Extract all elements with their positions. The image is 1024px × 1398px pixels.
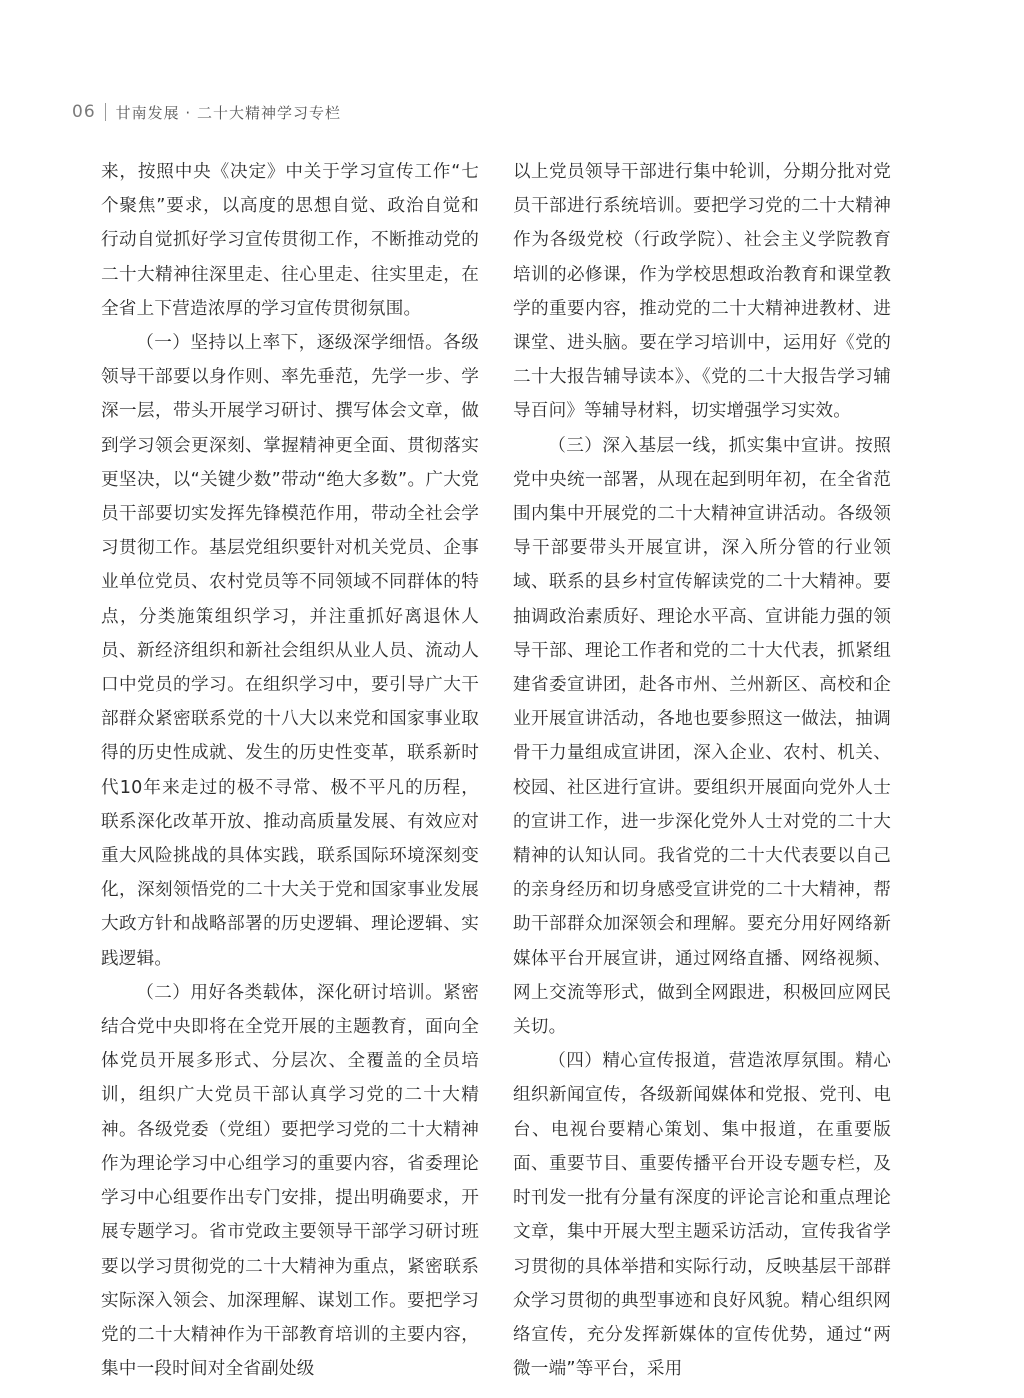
- left-column: [101, 155, 479, 1386]
- paragraph-section-1: [101, 326, 479, 976]
- paragraph-section-4: [513, 1044, 891, 1386]
- running-header: [72, 98, 341, 126]
- paragraph-text: 紧密结合党中央即将在全党开展的主题教育，面向全体党员开展多形式、分层次、全覆盖的全员培训，组织广大党员干部认真学习党的二十大精神。各级党委（党组）要把学习党的二十大精神作为理论学习中心组学习的重要内容，省委理论学习中心组要作出专门安排，提出明确要求，开展专题学习。省市党政主要领导干部学习研讨班要以学习贯彻党的二十大精神为重点，紧密联系实际深入领会、加深理解、谋划工作。要把学习党的二十大精神作为干部教育培训的主要内容，集中一段时间对全省副处级: [101, 982, 479, 1380]
- paragraph-text: 来，按照中央《决定》中关于学习宣传工作“七个聚焦”要求，以高度的思想自觉、政治自觉和行动自觉抓好学习宣传贯彻工作，不断推动党的二十大精神往深里走、往心里走、往实里走，在全省上下营造浓厚的学习宣传贯彻氛围。: [101, 162, 479, 319]
- section-heading: （四）精心宣传报道，营造浓厚氛围。: [548, 1051, 856, 1072]
- paragraph-text: 各级领导干部要以身作则、率先垂范，先学一步、学深一层，带头开展学习研讨、撰写体会文章，做到学习领会更深刻、掌握精神更全面、贯彻落实更坚决，以“关键少数”带动“绝大多数”。广大党员干部要切实发挥先锋模范作用，带动全社会学习贯彻工作。基层党组织要针对机关党员、企事业单位党员、农村党员等不同领域不同群体的特点，分类施策组织学习，并注重抓好离退休人员、新经济组织和新社会组织从业人员、流动人口中党员的学习。在组织学习中，要引导广大干部群众紧密联系党的十八大以来党和国家事业取得的历史性成就、发生的历史性变革，联系新时代10年来走过的极不寻常、极不平凡的历程，联系深化改革开放、推动高质量发展、有效应对重大风险挑战的具体实践，联系国际环境深刻变化，深刻领悟党的二十大关于党和国家事业发展大政方针和战略部署的历史逻辑、理论逻辑、实践逻辑。: [101, 333, 479, 969]
- right-column: [513, 155, 891, 1386]
- header-divider: [105, 103, 106, 121]
- section-heading: （一）坚持以上率下，逐级深学细悟。: [136, 333, 444, 354]
- paragraph-section-3: [513, 429, 891, 1045]
- column-title: 甘南发展 · 二十大精神学习专栏: [115, 103, 341, 122]
- paragraph-section-2: [101, 976, 479, 1386]
- paragraph-text: 按照党中央统一部署，从现在起到明年初，在全省范围内集中开展党的二十大精神宣讲活动。各级领导干部要带头开展宣讲，深入所分管的行业领域、联系的县乡村宣传解读党的二十大精神。要抽调政治素质好、理论水平高、宣讲能力强的领导干部、理论工作者和党的二十大代表，抓紧组建省委宣讲团，赴各市州、兰州新区、高校和企业开展宣讲活动，各地也要参照这一做法，抽调骨干力量组成宣讲团，深入企业、农村、机关、校园、社区进行宣讲。要组织开展面向党外人士的宣讲工作，进一步深化党外人士对党的二十大精神的认知认同。我省党的二十大代表要以自己的亲身经历和切身感受宣讲党的二十大精神，帮助干部群众加深领会和理解。要充分用好网络新媒体平台开展宣讲，通过网络直播、网络视频、网上交流等形式，做到全网跟进，积极回应网民关切。: [513, 435, 891, 1038]
- section-heading: （三）深入基层一线，抓实集中宣讲。: [548, 435, 856, 456]
- paragraph-continued: [513, 155, 891, 429]
- section-heading: （二）用好各类载体，深化研讨培训。: [136, 982, 444, 1003]
- paragraph-text: 精心组织新闻宣传，各级新闻媒体和党报、党刊、电台、电视台要精心策划、集中报道，在重要版面、重要节目、重要传播平台开设专题专栏，及时刊发一批有分量有深度的评论言论和重点理论文章，集中开展大型主题采访活动，宣传我省学习贯彻的具体举措和实际行动，反映基层干部群众学习贯彻的典型事迹和良好风貌。精心组织网络宣传，充分发挥新媒体的宣传优势，通过“两微一端”等平台，采用: [513, 1051, 891, 1380]
- paragraph-continued: [101, 155, 479, 326]
- paragraph-text: 以上党员领导干部进行集中轮训，分期分批对党员干部进行系统培训。要把学习党的二十大精神作为各级党校（行政学院）、社会主义学院教育培训的必修课，作为学校思想政治教育和课堂教学的重要内容，推动党的二十大精神进教材、进课堂、进头脑。要在学习培训中，运用好《党的二十大报告辅导读本》、《党的二十大报告学习辅导百问》等辅导材料，切实增强学习实效。: [513, 162, 891, 422]
- page-number: 06: [72, 102, 96, 122]
